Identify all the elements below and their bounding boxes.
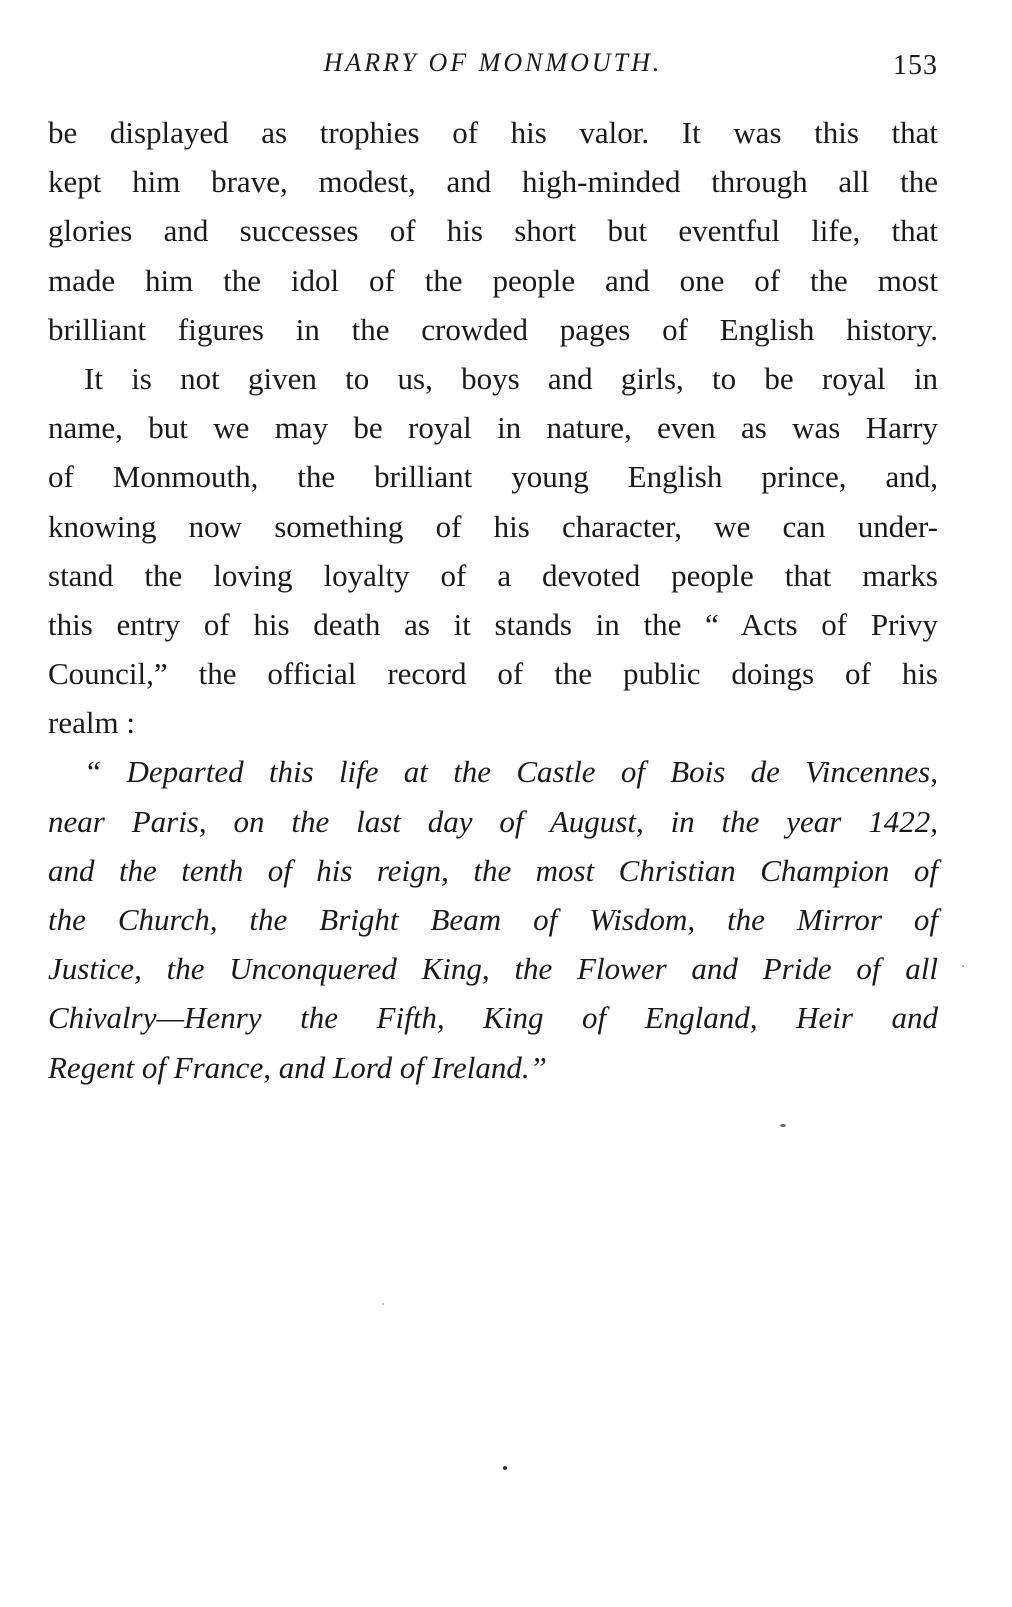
running-head <box>48 48 938 88</box>
paper-speck <box>382 1303 384 1305</box>
paper-speck <box>780 1124 786 1127</box>
page-number: 153 <box>893 50 938 81</box>
quote-line: near Paris, on the last day of August, in the year 1422, <box>48 803 938 839</box>
text-line: realm : <box>48 705 135 741</box>
text-line: It is not given to us, boys and girls, to be royal in <box>84 360 938 396</box>
paragraph-2 <box>48 354 938 748</box>
text-line: of Monmouth, the brilliant young English prince, and, <box>48 459 938 495</box>
text-line: this entry of his death as it stands in the “ Acts of Privy <box>48 606 938 642</box>
running-title: HARRY OF MONMOUTH. <box>323 48 663 77</box>
text-line: kept him brave, modest, and high-minded through all the <box>48 164 938 200</box>
quoted-record <box>48 747 938 1091</box>
text-line: Council,” the official record of the public doings of his <box>48 656 938 692</box>
text-line: brilliant figures in the crowded pages of English history. <box>48 311 938 347</box>
quote-line: Regent of France, and Lord of Ireland.” <box>48 1049 547 1085</box>
text-line: glories and successes of his short but eventful life, that <box>48 213 938 249</box>
quote-line: Chivalry—Henry the Fifth, King of England, Heir and <box>48 1000 938 1036</box>
text-line: be displayed as trophies of his valor. It was this that <box>48 115 938 150</box>
quote-line: the Church, the Bright Beam of Wisdom, the Mirror of <box>48 902 938 937</box>
body-text <box>48 108 938 1092</box>
paper-speck <box>962 965 964 967</box>
quote-line: Justice, the Unconquered King, the Flower and Pride of all <box>48 951 938 987</box>
quote-line: and the tenth of his reign, the most Christian Champion of <box>48 852 938 888</box>
text-line: knowing now something of his character, we can under- <box>48 508 938 544</box>
text-line: made him the idol of the people and one of the most <box>48 262 938 298</box>
quote-line: “ Departed this life at the Castle of Bois de Vincennes, <box>84 754 938 790</box>
paragraph-1 <box>48 108 938 354</box>
text-line: stand the loving loyalty of a devoted people that marks <box>48 557 938 593</box>
paper-speck <box>503 1466 507 1470</box>
text-line: name, but we may be royal in nature, even as was Harry <box>48 410 938 446</box>
